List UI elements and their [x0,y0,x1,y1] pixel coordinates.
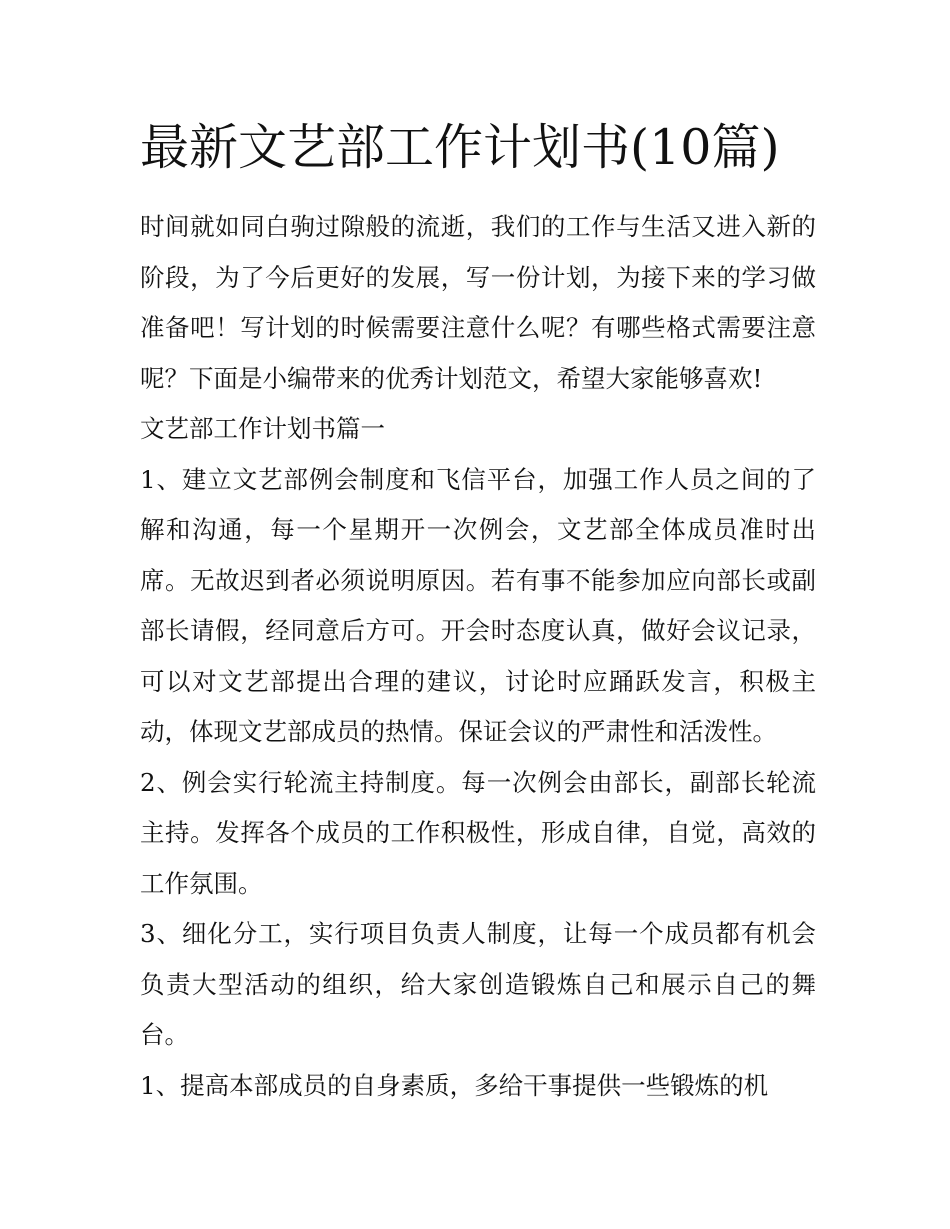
paragraph-item-1: 1、建立文艺部例会制度和飞信平台，加强工作人员之间的了解和沟通，每一个星期开一次例会，文艺部全体成员准时出席。无故迟到者必须说明原因。若有事不能参加应向部长或副部长请假，经同意后方可。开会时态度认真，做好会议记录，可以对文艺部提出合理的建议，讨论时应踊跃发言，积极主动，体现文艺部成员的热情。保证会议的严肃性和活泼性。 [140,464,816,746]
document-title: 最新文艺部工作计划书(10篇) [140,119,780,176]
paragraph-item-4: 1、提高本部成员的自身素质，多给干事提供一些锻炼的机 [140,1070,769,1100]
section-heading: 文艺部工作计划书篇一 [140,414,385,443]
document-body [140,112,816,1111]
paragraph-item-3: 3、细化分工，实行项目负责人制度，让每一个成员都有机会负责大型活动的组织，给大家创造锻炼自己和展示自己的舞台。 [140,919,816,1049]
intro-paragraph: 时间就如同白驹过隙般的流逝，我们的工作与生活又进入新的阶段，为了今后更好的发展，写一份计划，为接下来的学习做准备吧！写计划的时候需要注意什么呢？有哪些格式需要注意呢？下面是小编带来的优秀计划范文，希望大家能够喜欢! [140,212,816,393]
paragraph-item-2: 2、例会实行轮流主持制度。每一次例会由部长，副部长轮流主持。发挥各个成员的工作积极性，形成自律，自觉，高效的工作氛围。 [140,767,816,898]
